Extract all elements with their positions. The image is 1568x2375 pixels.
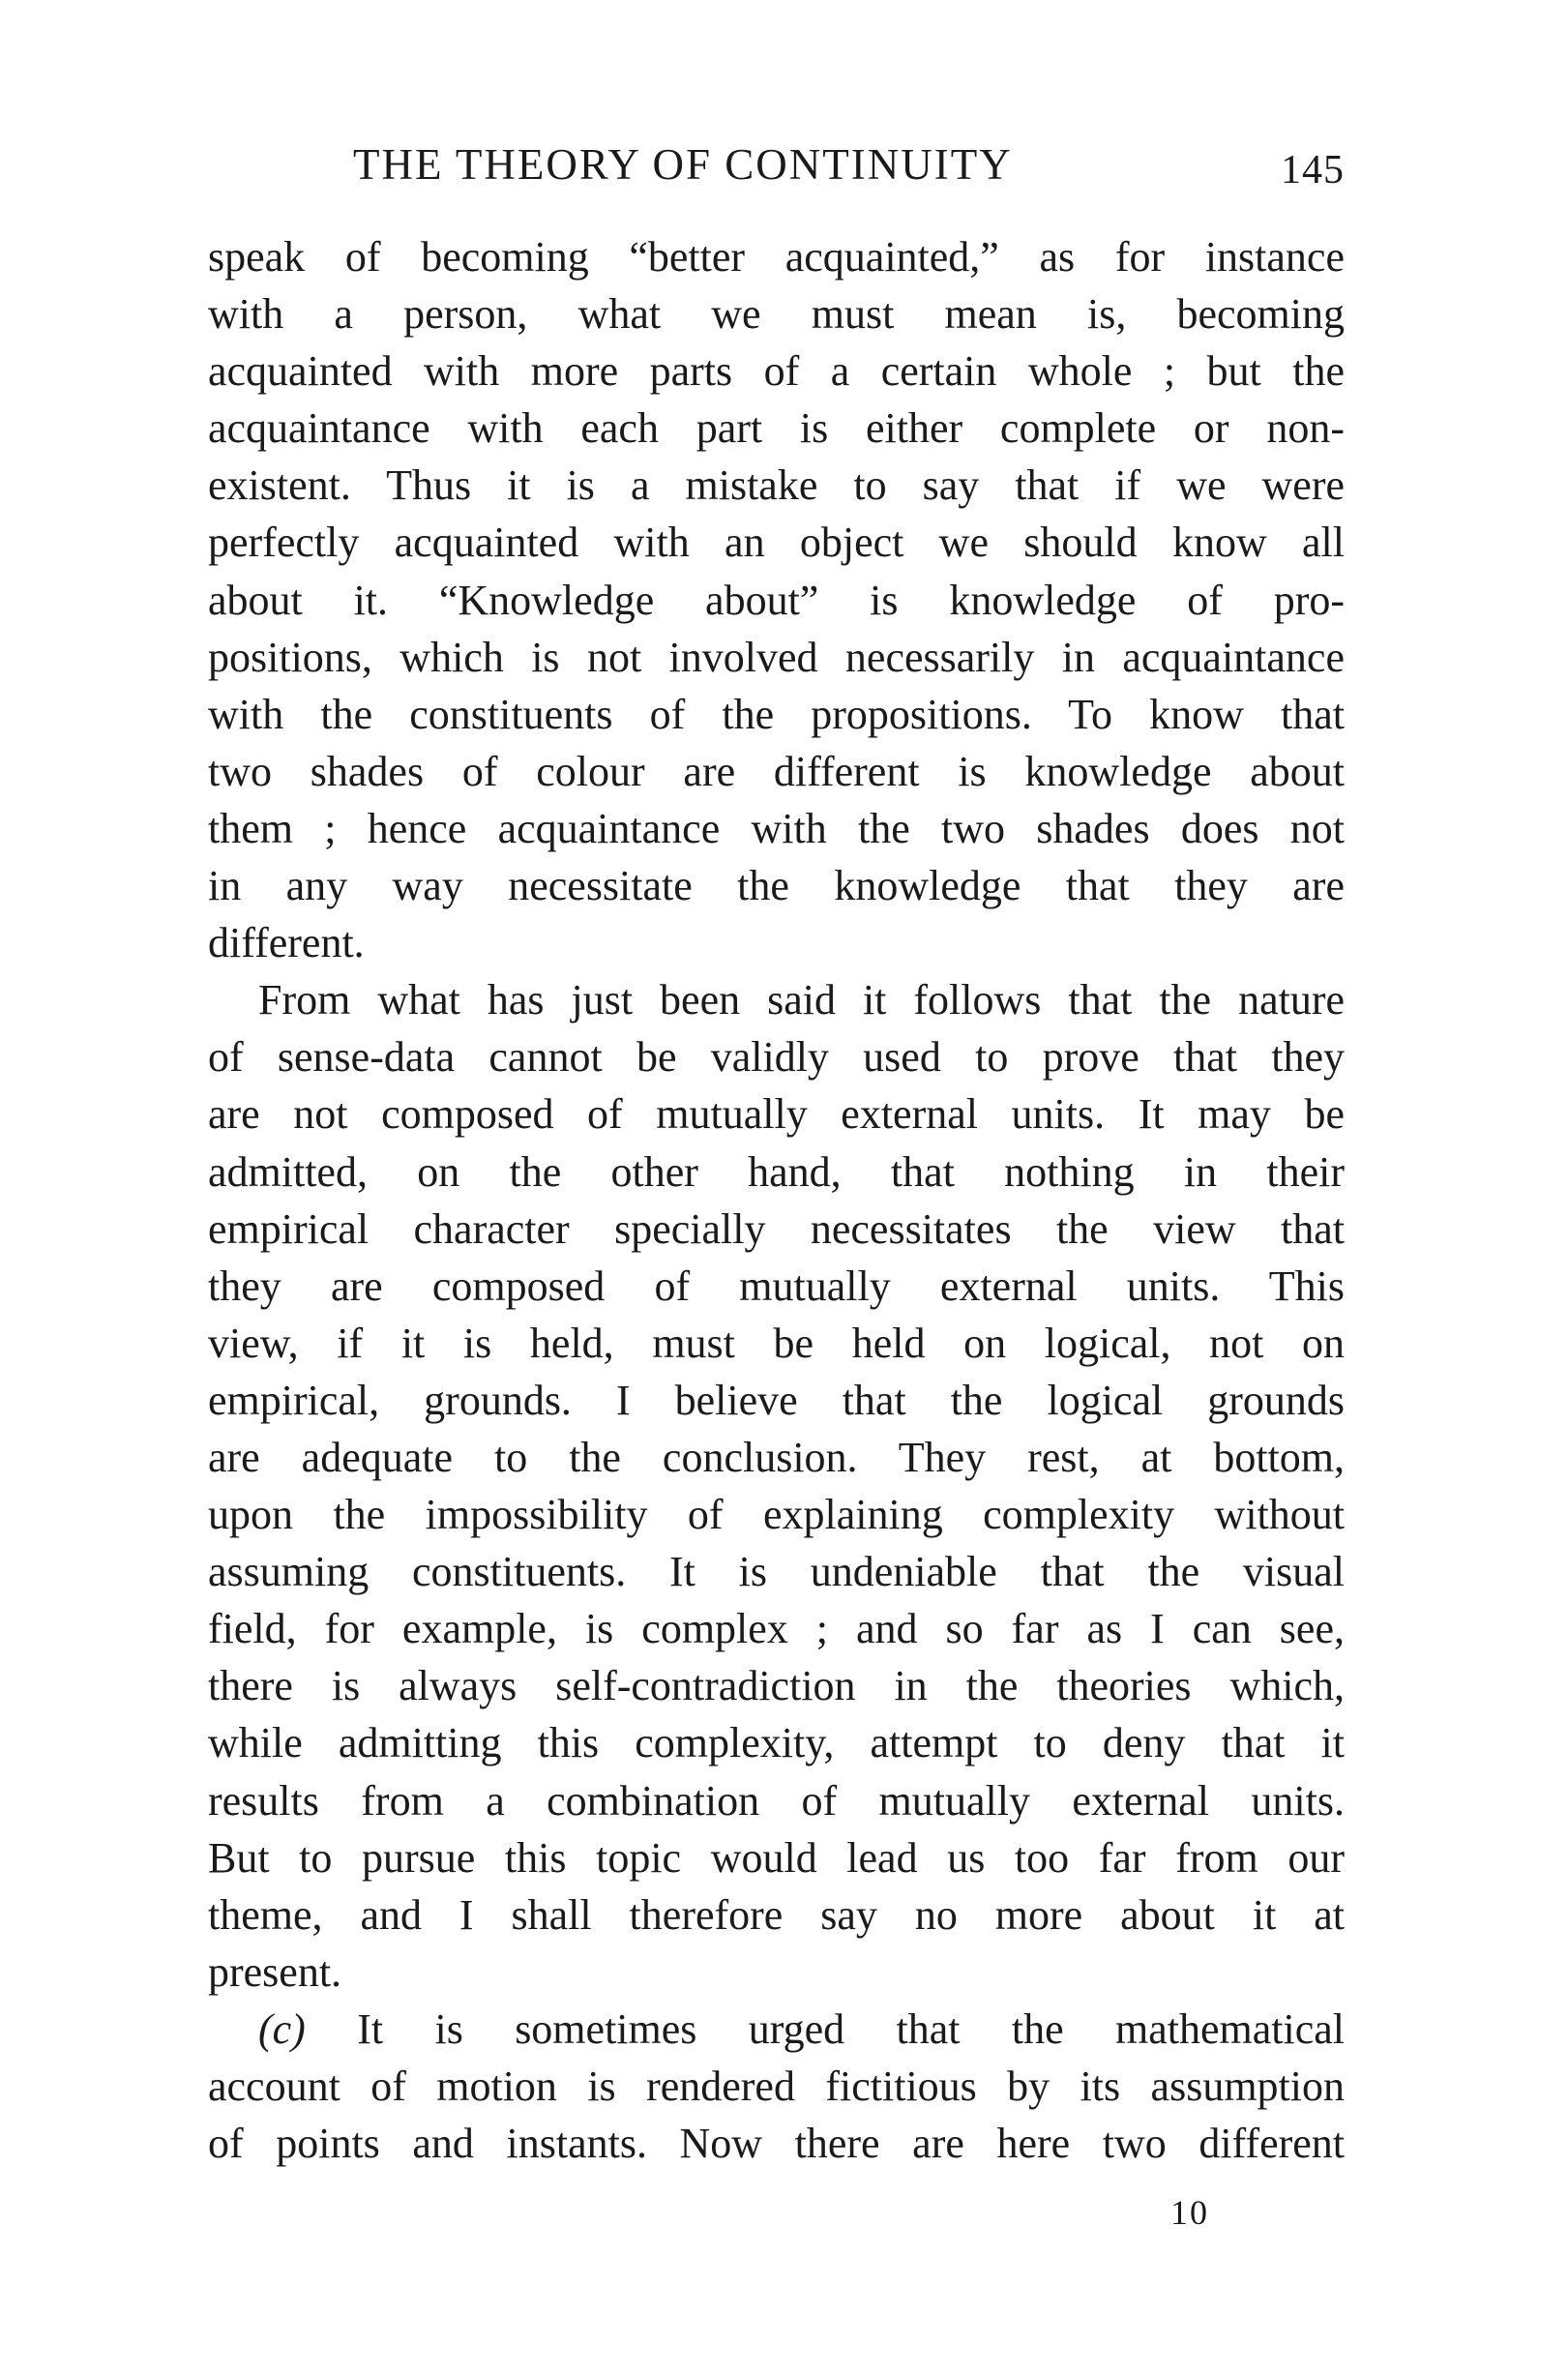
text-line: But to pursue this topic would lead us too far from our [208, 1833, 1345, 1882]
text-line: admitted, on the other hand, that nothing in their [208, 1147, 1345, 1196]
text-line: upon the impossibility of explaining complexity without [208, 1491, 1345, 1539]
text-line: there is always self-contradiction in the theories which, [208, 1662, 1345, 1710]
text-line: they are composed of mutually external units. This [208, 1262, 1345, 1310]
text-line: From what has just been said it follows that the nature [258, 976, 1345, 1024]
text-line: assuming constituents. It is undeniable that the visual [208, 1548, 1345, 1596]
text-line: different. [208, 919, 365, 967]
text-line: acquaintance with each part is either complete or non- [208, 404, 1345, 453]
text-line: of sense-data cannot be validly used to prove that they [208, 1033, 1345, 1082]
text-line [208, 2001, 1345, 2058]
body-text [208, 228, 1345, 2172]
text-line: view, if it is held, must be held on logical, not on [208, 1319, 1345, 1367]
text-line: speak of becoming “better acquainted,” as for instance [208, 233, 1345, 281]
section-marker: (c) [258, 2004, 306, 2053]
text-line: account of motion is rendered fictitious by its assumption [208, 2063, 1345, 2110]
signature-mark: 10 [1170, 2193, 1209, 2232]
text-line: empirical character specially necessitates the view that [208, 1204, 1345, 1253]
page-number: 145 [1281, 148, 1345, 193]
text-line: about it. “Knowledge about” is knowledge of pro- [208, 576, 1345, 624]
text-line-content: It is sometimes urged that the mathematical [357, 2004, 1345, 2053]
text-line: with a person, what we must mean is, becoming [208, 290, 1345, 339]
text-line: are adequate to the conclusion. They rest, at bottom, [208, 1433, 1345, 1481]
text-line: empirical, grounds. I believe that the logical grounds [208, 1376, 1345, 1424]
text-line: two shades of colour are different is knowledge about [208, 747, 1345, 795]
text-line: with the constituents of the propositions. To know that [208, 690, 1345, 738]
text-line: positions, which is not involved necessarily in acquaintance [208, 633, 1345, 681]
text-line: while admitting this complexity, attempt to deny that it [208, 1719, 1345, 1767]
text-line: theme, and I shall therefore say no more about it at [208, 1890, 1345, 1939]
running-title: THE THEORY OF CONTINUITY [353, 140, 1013, 189]
running-head [208, 135, 1345, 193]
text-line: are not composed of mutually external units. It may be [208, 1090, 1345, 1139]
text-line: of points and instants. Now there are here two different [208, 2120, 1345, 2168]
text-line: acquainted with more parts of a certain whole ; but the [208, 347, 1345, 396]
text-line: results from a combination of mutually external units. [208, 1776, 1345, 1825]
text-line: existent. Thus it is a mistake to say that if we were [208, 461, 1345, 510]
text-line: in any way necessitate the knowledge that they are [208, 862, 1345, 910]
text-line: field, for example, is complex ; and so far as I can see, [208, 1605, 1345, 1653]
text-line: them ; hence acquaintance with the two shades does not [208, 804, 1345, 852]
text-line: perfectly acquainted with an object we should know all [208, 519, 1345, 567]
text-line: present. [208, 1947, 342, 1996]
